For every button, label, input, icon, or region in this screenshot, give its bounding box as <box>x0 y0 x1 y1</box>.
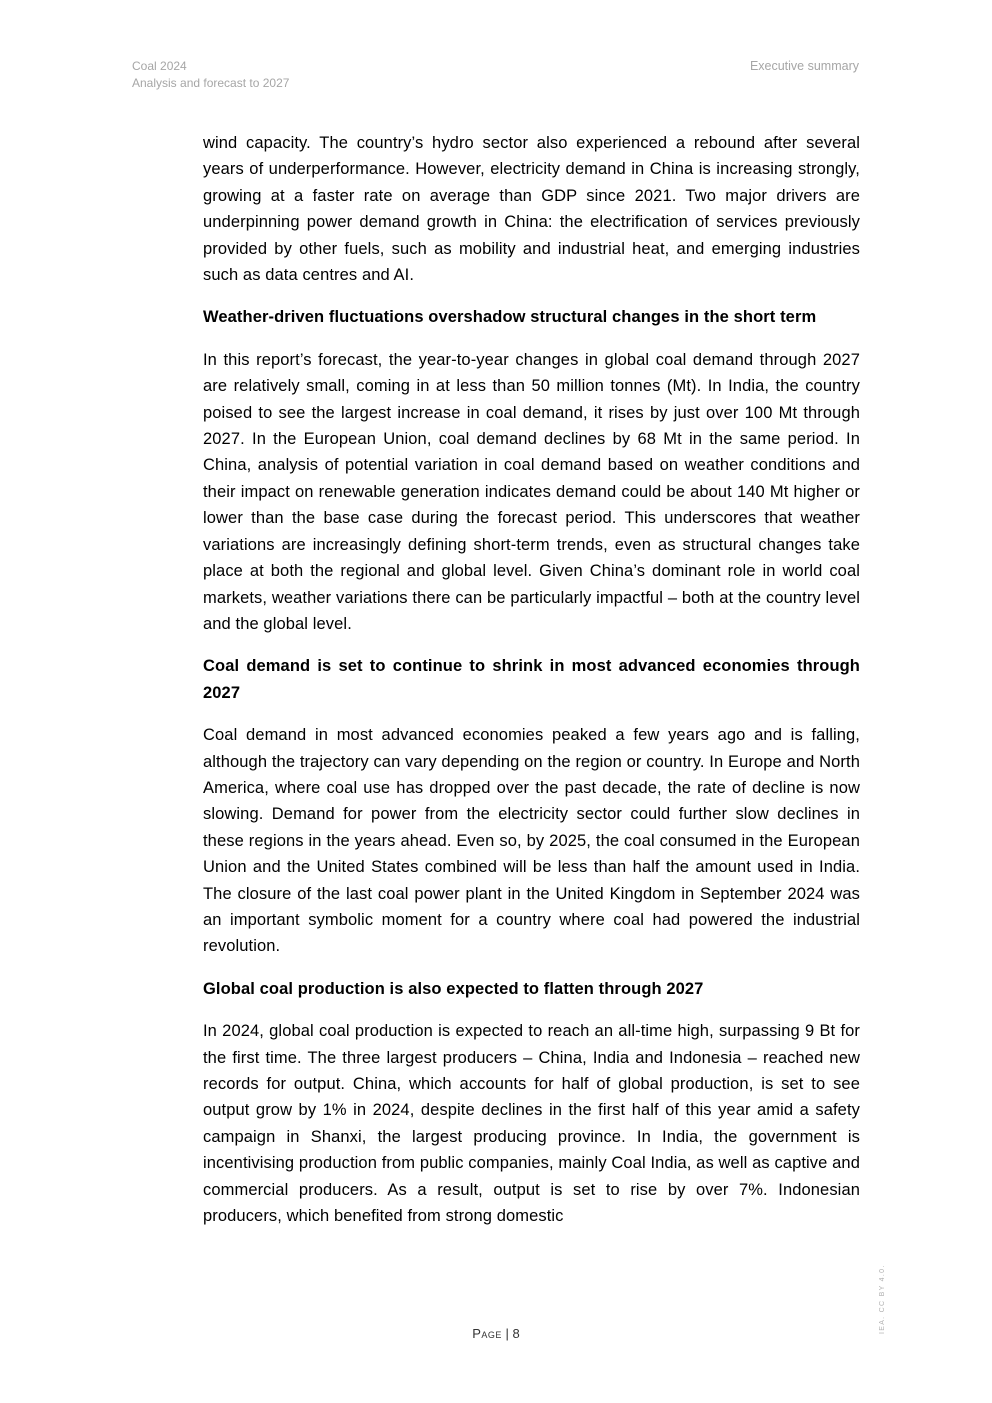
section-title: Executive summary <box>749 59 859 73</box>
running-header-left <box>132 58 289 92</box>
page-separator: | <box>501 1326 513 1341</box>
paragraph: Coal demand in most advanced economies peaked a few years ago and is falling, although the trajectory can vary depending on the region or country. In Europe and North America, where coal use has dropped over the past decade, the rate of decline is now slowing. Demand for power from the electricity sector could further slow declines in these regions in the years ahead. Even so, by 2025, the coal consumed in the European Union and the United States combined will be less than half the amount used in India. The closure of the last coal power plant in the United Kingdom in September 2024 was an important symbolic moment for a country where coal had powered the industrial revolution. <box>203 726 860 956</box>
license-note: IEA. CC BY 4.0. <box>879 1264 886 1334</box>
report-subtitle: Analysis and forecast to 2027 <box>132 76 290 90</box>
page-footer <box>0 1326 992 1341</box>
report-title: Coal 2024 <box>132 59 187 73</box>
paragraph: In this report’s forecast, the year-to-year changes in global coal demand through 2027 are relatively small, coming in at less than 50 million tonnes (Mt). In India, the country poised to see the largest increase in coal demand, it rises by just over 100 Mt through 2027. In the European Union, coal demand declines by 68 Mt in the same period. In China, analysis of potential variation in coal demand based on weather conditions and their impact on renewable generation indicates demand could be about 140 Mt higher or lower than the base case during the forecast period. This underscores that weather variations are increasingly defining short-term trends, even as structural changes take place at both the regional and global level. Given China’s dominant role in world coal markets, weather variations there can be particularly impactful – both at the country level and the global level. <box>203 350 860 633</box>
section-heading: Coal demand is set to continue to shrink in most advanced economies through 2027 <box>203 657 860 702</box>
page-number: 8 <box>512 1326 520 1341</box>
paragraph: wind capacity. The country’s hydro sector also experienced a rebound after several years of underperformance. However, electricity demand in China is increasing strongly, growing at a faster rate on average than GDP since 2021. Two major drivers are underpinning power demand growth in China: the electrification of services previously provided by other fuels, such as mobility and industrial heat, and emerging industries such as data centres and AI. <box>203 134 860 285</box>
paragraph: In 2024, global coal production is expected to reach an all-time high, surpassing 9 Bt for the first time. The three largest producers – China, India and Indonesia – reached new records for output. China, which accounts for half of global production, is set to see output grow by 1% in 2024, despite declines in the first half of this year amid a safety campaign in Shanxi, the largest producing province. In India, the government is incentivising production from public companies, mainly Coal India, as well as captive and commercial producers. As a result, output is set to rise by over 7%. Indonesian producers, which benefited from strong domestic <box>203 1022 860 1226</box>
section-heading: Weather-driven fluctuations overshadow structural changes in the short term <box>203 308 817 327</box>
body-text <box>203 130 860 1245</box>
page-label: Page <box>472 1326 502 1341</box>
section-heading: Global coal production is also expected to flatten through 2027 <box>203 979 704 998</box>
